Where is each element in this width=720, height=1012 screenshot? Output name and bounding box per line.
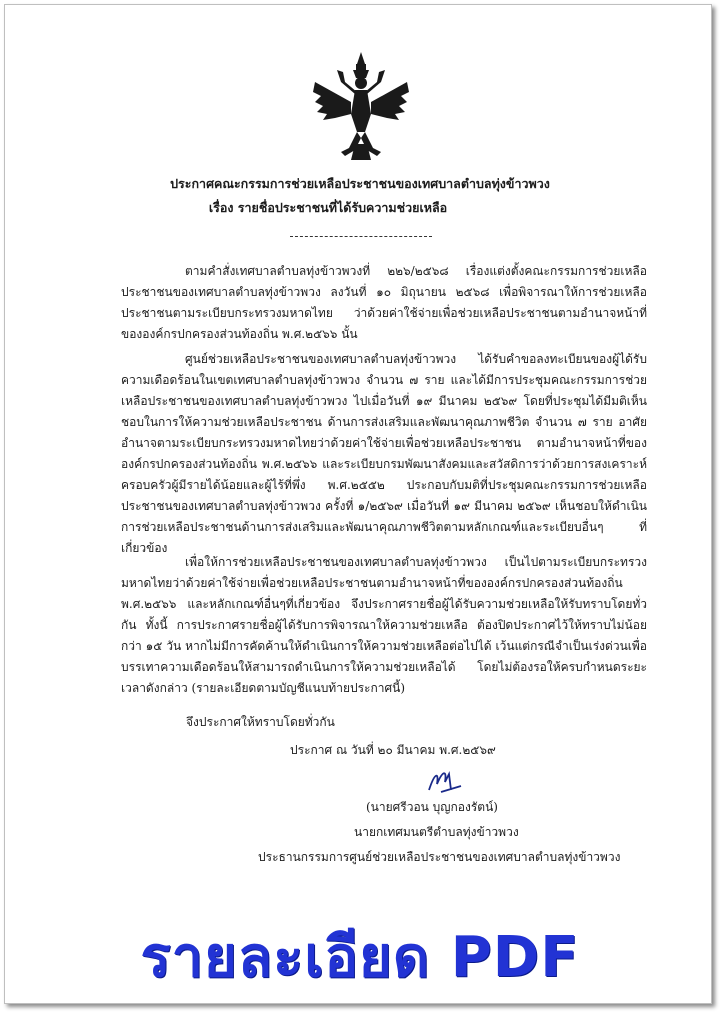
paragraph-2-text: ศูนย์ช่วยเหลือประชาชนของเทศบาลตำบลทุ่งข้าวพวง ได้รับคำขอลงทะเบียนของผู้ได้รับความเดือดร้อนในเขตเทศบาลตำบลทุ่งข้าวพวง จำนวน ๗ ราย และได้มีการประชุมคณะกรรมการช่วยเหลือประชาชนของเทศบาลตำบลทุ่งข้าวพวง ไปเมื่อวันที่ ๑๙ มีนาคม ๒๕๖๙ โดยที่ประชุมได้มีมติเห็นชอบในการให้ความช่วยเหลือประชาชน ด้านการส่งเสริมและพัฒนาคุณภาพชีวิต จำนวน ๗ ราย อาศัยอำนาจตามระเบียบกระทรวงมหาดไทยว่าด้วยค่าใช้จ่ายเพื่อช่วยเหลือประชาชน ตามอำนาจหน้าที่ขององค์กรปกครองส่วนท้องถิ่น พ.ศ.๒๕๖๖ และระเบียบกรมพัฒนาสังคมและสวัสดิการว่าด้วยการสงเคราะห์ครอบครัวผู้มีรายได้น้อยและผู้ไร้ที่พึ่ง พ.ศ.๒๕๕๒ ประกอบกับมติที่ประชุมคณะกรรมการช่วยเหลือประชาชนของเทศบาลตำบลทุ่งข้าวพวง ครั้งที่ ๑/๒๕๖๙ เมื่อวันที่ ๑๙ มีนาคม ๒๕๖๙ เห็นชอบให้ดำเนินการช่วยเหลือประชาชนด้านการส่งเสริมและพัฒนาคุณภาพชีวิตตามหลักเกณฑ์และระเบียบอื่นๆ ที่เกี่ยวข้อง [121,352,647,555]
paragraph-3-text: เพื่อให้การช่วยเหลือประชาชนของเทศบาลตำบลทุ่งข้าวพวง เป็นไปตามระเบียบกระทรวงมหาดไทยว่าด้วยค่าใช้จ่ายเพื่อช่วยเหลือประชาชนตามอำนาจหน้าที่ขององค์กรปกครองส่วนท้องถิ่น พ.ศ.๒๕๖๖ และหลักเกณฑ์อื่นๆที่เกี่ยวข้อง จึงประกาศรายชื่อผู้ได้รับความช่วยเหลือให้รับทราบโดยทั่วกัน ทั้งนี้ การประกาศรายชื่อผู้ได้รับการพิจารณาให้ความช่วยเหลือ ต้องปิดประกาศไว้ให้ทราบไม่น้อยกว่า ๑๕ วัน หากไม่มีการคัดค้านให้ดำเนินการให้ความช่วยเหลือต่อไปได้ เว้นแต่กรณีจำเป็นเร่งด่วนเพื่อบรรเทาความเดือดร้อนให้สามารถดำเนินการให้ความช่วยเหลือได้ โดยไม่ต้องรอให้ครบกำหนดระยะเวลาดังกล่าว (รายละเอียดตามบัญชีแนบท้ายประกาศนี้) [121,555,647,695]
document-subject: เรื่อง รายชื่อประชาชนที่ได้รับความช่วยเหลือ [208,200,448,215]
separator-line [290,236,432,237]
signature-icon [425,768,465,796]
announcement-date: ประกาศ ณ วันที่ ๒๐ มีนาคม พ.ศ.๒๕๖๙ [290,743,496,757]
closing-statement: จึงประกาศให้ทราบโดยทั่วกัน [186,715,335,729]
pdf-details-link[interactable]: รายละเอียด PDF [140,925,580,990]
paragraph-2 [121,349,647,559]
signer-name: (นายศรีวอน บุญกองรัตน์) [366,800,498,814]
document-heading: ประกาศคณะกรรมการช่วยเหลือประชาชนของเทศบาลตำบลทุ่งข้าวพวง [170,176,550,191]
paragraph-1-text: ตามคำสั่งเทศบาลตำบลทุ่งข้าวพวงที่ ๒๒๖/๒๕๖๘ เรื่องแต่งตั้งคณะกรรมการช่วยเหลือประชาชนของเทศบาลตำบลทุ่งข้าวพวง ลงวันที่ ๑๐ มิถุนายน ๒๕๖๘ เพื่อพิจารณาให้การช่วยเหลือประชาชนตามระเบียบกระทรวงมหาดไทย ว่าด้วยค่าใช้จ่ายเพื่อช่วยเหลือประชาชนตามอำนาจหน้าที่ขององค์กรปกครองส่วนท้องถิ่น พ.ศ.๒๕๖๖ นั้น [121,264,647,341]
signer-title-chairman: ประธานกรรมการศูนย์ช่วยเหลือประชาชนของเทศบาลตำบลทุ่งข้าวพวง [258,850,621,864]
garuda-emblem-icon [311,52,411,162]
signer-title-mayor: นายกเทศมนตรีตำบลทุ่งข้าวพวง [354,825,519,839]
paragraph-1 [121,261,647,345]
paragraph-3 [121,552,647,699]
